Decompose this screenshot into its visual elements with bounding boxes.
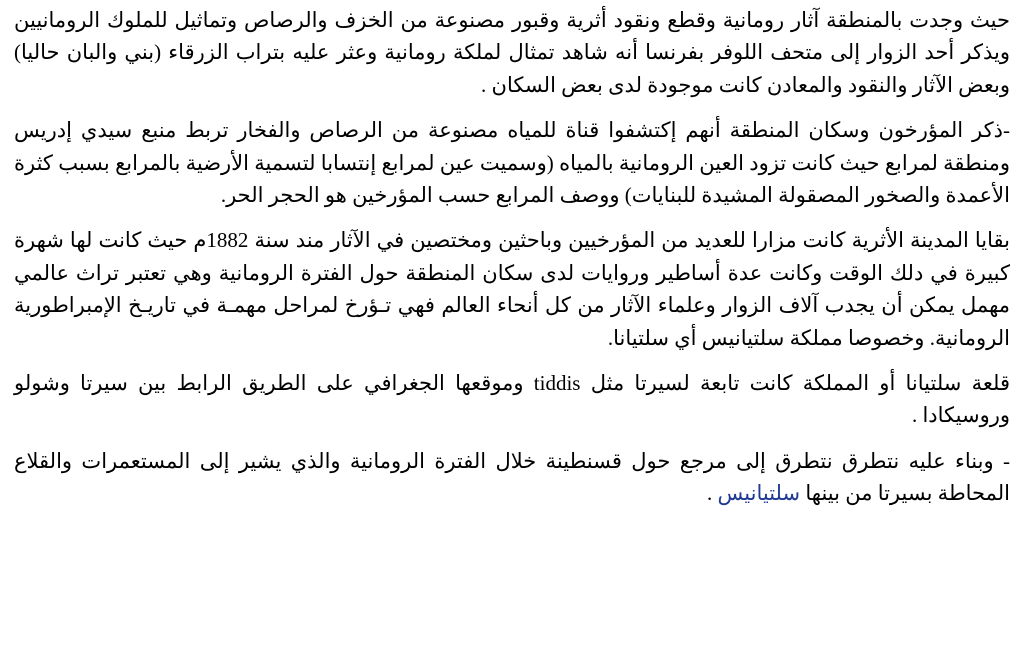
paragraph-end-mark: . — [707, 481, 713, 506]
paragraph-text: -ذكر المؤرخون وسكان المنطقة أنهم إكتشفوا قناة للمياه مصنوعة من الرصاص والفخار تربط منبع سيدي إدريس ومنطقة لمرابع حيث كانت تزود العين الرومانية بالمياه (وسميت عين لمرابع إنتسابا لتسمية الأرضية بالمرابع بسبب كثرة الأعمدة والصخور المصقولة المشيدة للبنايات) ووصف المرابع حسب المؤرخين هو الحجر الحر. — [14, 118, 1010, 208]
paragraph-reference — [14, 445, 1010, 510]
paragraph-text: قلعة سلتيانا أو المملكة كانت تابعة لسيرتا مثل tiddis وموقعها الجغرافي على الطريق الرابط بين سيرتا وشولو وروسيكادا . — [14, 371, 1010, 428]
paragraph-archaeological-city — [14, 224, 1010, 354]
paragraph-text: حيث وجدت بالمنطقة آثار رومانية وقطع ونقود أثرية وقبور مصنوعة من الخزف والرصاص وتماثيل للملوك الرومانيين ويذكر أحد الزوار إلى متحف اللوفر بفرنسا أنه شاهد تمثال لملكة رومانية وعثر عليه بتراب الزرقاء (بني والبان حاليا) وبعض الآثار والنقود والمعادن كانت موجودة لدى بعض السكان . — [14, 8, 1010, 97]
paragraph-text: بقايا المدينة الأثرية كانت مزارا للعديد من المؤرخيين وباحثين ومختصين في الآثار مند سنة 1882م حيث كانت لها شهرة كبيرة في دلك الوقت وكانت عدة أساطير وروايات لدى سكان المنطقة حول الفترة الرومانية وهي تعتبر تراث عالمي مهمل يمكن أن يجدب آلاف الزوار وعلماء الآثار من كل أنحاء العالم فهي تـؤرخ لمراحل مهمـة في تاريـخ الإمبراطورية الرومانية. وخصوصا مملكة سلتيانيس أي سلتيانا. — [14, 228, 1010, 350]
paragraph-water-channel — [14, 114, 1010, 211]
celtianis-link[interactable]: سلتيانيس — [717, 481, 801, 506]
paragraph-celtiana-fortress — [14, 367, 1010, 432]
paragraph-roman-artifacts — [14, 4, 1010, 101]
paragraph-text: - وبناء عليه نتطرق نتطرق إلى مرجع حول قسنطينة خلال الفترة الرومانية والذي يشير إلى المستعمرات والقلاع المحاطة بسيرتا من بينها — [14, 448, 1010, 506]
